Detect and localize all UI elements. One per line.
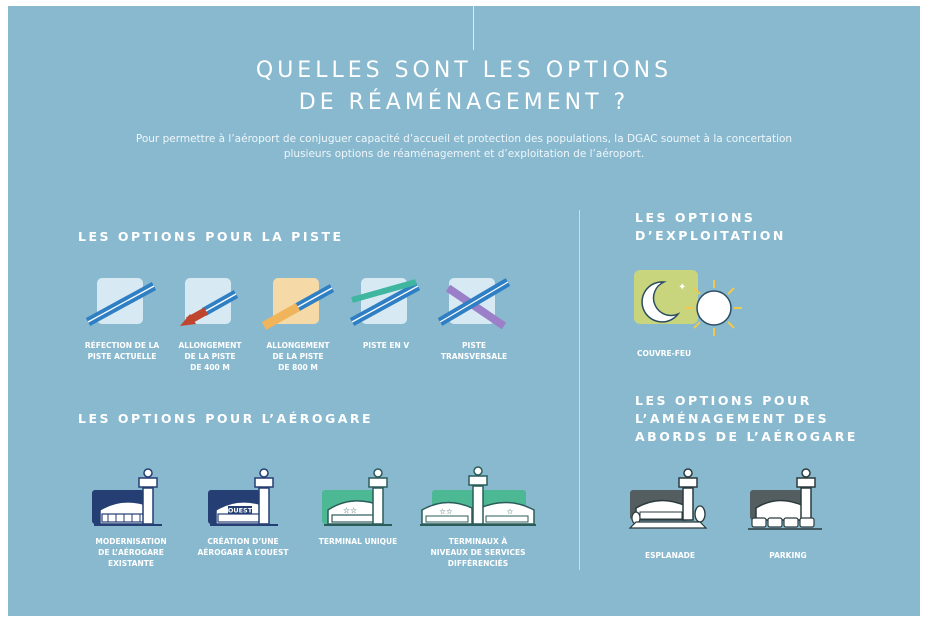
curfew-moon-sun-icon: [630, 266, 748, 338]
svg-text:☆☆: ☆☆: [342, 506, 358, 515]
section-heading-aerogare: LES OPTIONS POUR L’AÉROGARE: [78, 411, 374, 426]
runway-refection-icon: [86, 274, 158, 330]
caption-piste-2: ALLONGEMENT DE LA PISTE DE 400 M: [178, 341, 242, 372]
page-title-line1: QUELLES SONT LES OPTIONS: [255, 58, 673, 83]
ouest-sign: OUEST: [227, 506, 253, 515]
vertical-divider: [579, 210, 580, 570]
caption-piste-1: RÉFECTION DE LA PISTE ACTUELLE: [84, 341, 160, 361]
terminal-modernisation-icon: [90, 466, 166, 528]
top-divider-line: [473, 6, 474, 50]
svg-text:☆: ☆: [506, 507, 514, 516]
section-heading-abords: LES OPTIONS POUR L’AMÉNAGEMENT DES ABORDS DE L’AÉROGARE: [635, 393, 858, 444]
caption-piste-5: PISTE TRANSVERSALE: [440, 341, 508, 361]
intro-text-line1: Pour permettre à l’aéroport de conjuguer capacité d’accueil et protection des populations, la DGAC soumet à la concertation: [135, 133, 793, 145]
svg-text:☆☆: ☆☆: [439, 507, 453, 516]
terminal-ouest-icon: [206, 466, 282, 528]
terminal-unique-icon: [320, 466, 396, 528]
caption-aerogare-4: TERMINAUX À NIVEAUX DE SERVICES DIFFÉRENCIÉS: [430, 537, 526, 568]
runway-transversale-icon: [438, 274, 510, 330]
runway-800m-icon: [262, 274, 334, 330]
caption-aerogare-2: CRÉATION D’UNE AÉROGARE À L’OUEST: [197, 537, 289, 557]
caption-aerogare-1: MODERNISATION DE L’AÉROGARE EXISTANTE: [95, 537, 167, 568]
esplanade-icon: [628, 466, 708, 532]
runway-v-icon: [350, 274, 422, 330]
caption-couvre-feu: COUVRE-FEU: [636, 349, 692, 358]
section-heading-piste: LES OPTIONS POUR LA PISTE: [78, 229, 344, 244]
caption-parking: PARKING: [769, 551, 807, 560]
runway-400m-icon: [174, 274, 246, 330]
section-heading-exploitation: LES OPTIONS D’EXPLOITATION: [635, 210, 786, 243]
page-title-line2: DE RÉAMÉNAGEMENT ?: [298, 90, 630, 115]
svg-text:✦: ✦: [678, 282, 687, 293]
terminaux-differencies-icon: [418, 466, 538, 528]
caption-aerogare-3: TERMINAL UNIQUE: [318, 537, 398, 546]
caption-piste-3: ALLONGEMENT DE LA PISTE DE 800 M: [266, 341, 330, 372]
caption-esplanade: ESPLANADE: [644, 551, 696, 560]
intro-text-line2: plusieurs options de réaménagement et d’exploitation de l’aéroport.: [283, 148, 645, 160]
caption-piste-4: PISTE EN V: [362, 341, 410, 350]
infographic-panel: [8, 6, 920, 616]
parking-icon: [746, 466, 826, 532]
